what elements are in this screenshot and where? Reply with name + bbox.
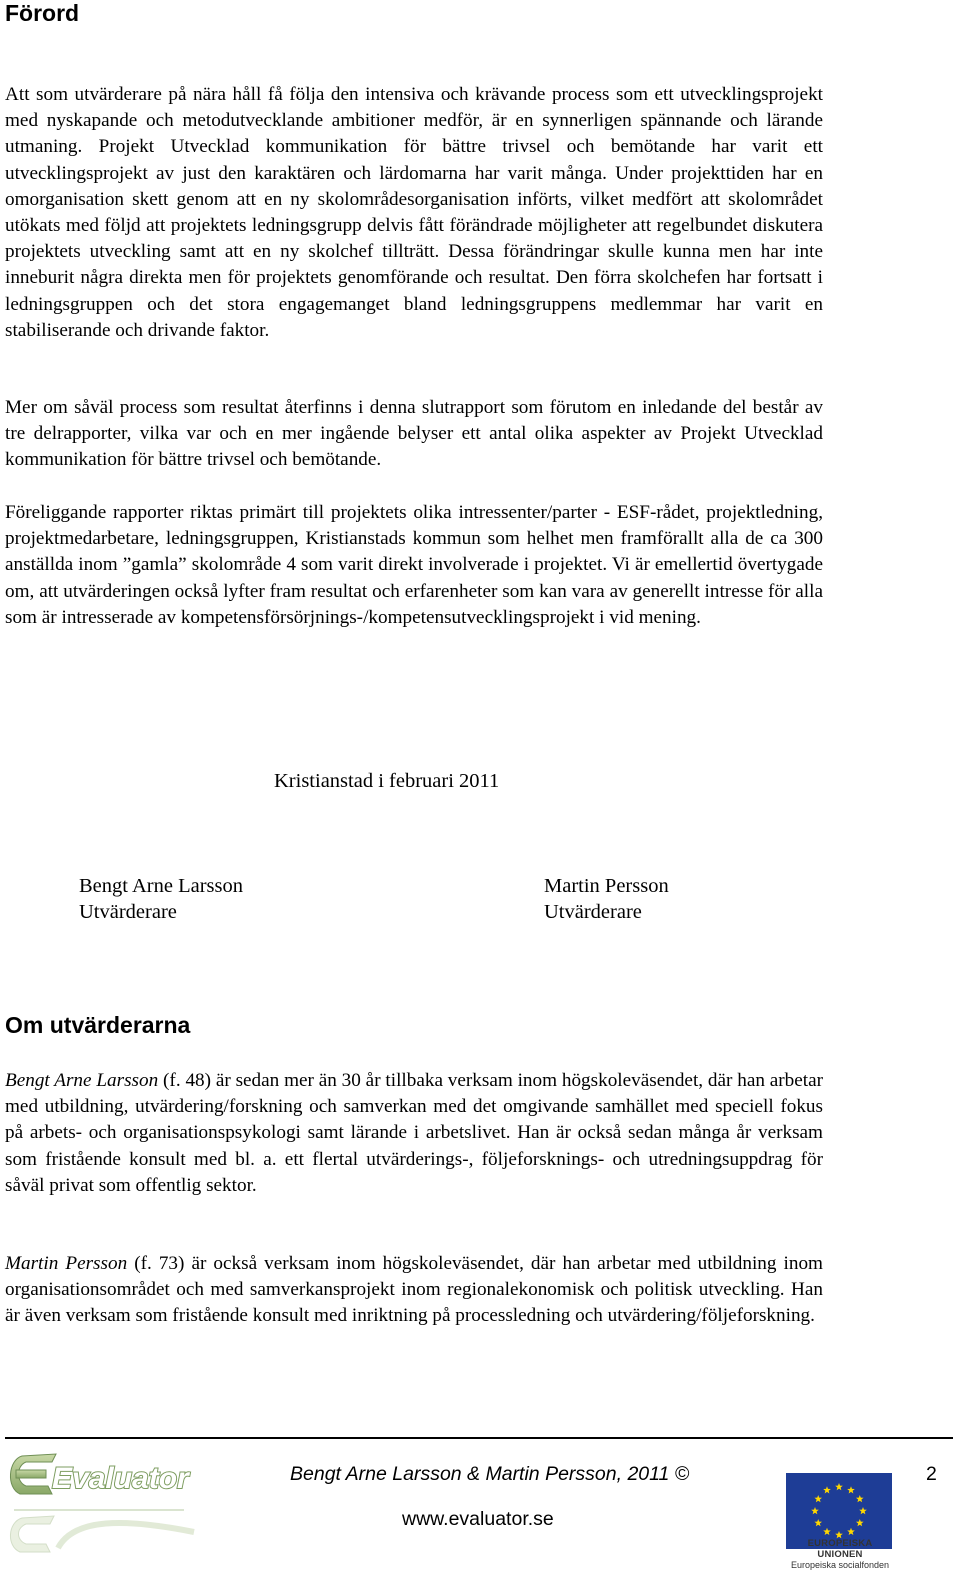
footer-divider: [5, 1437, 953, 1439]
foreword-paragraph-1: Att som utvärderare på nära håll få följa den intensiva och krävande process som ett utvecklingsprojekt med nyskapande och metodutvecklande ambitioner medför, är en synnerligen spännande och lärande utmaning. Projekt Utvecklad kommunikation för bättre trivsel och bemötande har varit ett utvecklingsprojekt av just den karaktären och lärdomarna har varit många. Under projekttiden har en omorganisation skett genom att en ny skolområdesorganisation införts, vilket medfört att skolområdet utökats med följd att projektets ledningsgrupp delvis fått förändrade möjligheter att regelbundet diskutera projektets utveckling samt att en ny skolchef tillträtt. Dessa förändringar skulle kunna men har inte inneburit några direkta men för projektets genomförande och resultat. Den förra skolchefen har fortsatt i ledningsgruppen och det stora engagemanget bland ledningsgruppens medlemmar har varit en stabiliserande och drivande faktor.: [5, 84, 823, 341]
signatory-role: Utvärderare: [79, 901, 177, 923]
about-heading: Om utvärderarna: [5, 1012, 191, 1038]
footer-credit: [290, 1461, 689, 1487]
signature-block-2: [544, 873, 669, 925]
credit-text: Bengt Arne Larsson & Martin Persson, 2011: [290, 1463, 670, 1485]
bio-name: Martin Persson: [5, 1253, 128, 1274]
foreword-paragraph-3: Föreliggande rapporter riktas primärt till projektets olika intressenter/parter - ESF-rådet, projektledning, projektmedarbetare, ledningsgruppen, Kristianstads kommun som helhet men framförallt alla de ca 300 anställda inom ”gamla” skolområde 4 som varit direkt involverade i projektet. Vi är emellertid övertygade om, att utvärderingen också lyfter fram resultat och erfarenheter som kan vara av generellt intresse för alla som är intresserade av kompetensförsörjnings-/kompetensutvecklingsprojekt i vid mening.: [5, 502, 823, 628]
footer-website[interactable]: www.evaluator.se: [402, 1508, 554, 1530]
signature-block-1: [79, 873, 243, 925]
eu-caption-subtitle: Europeiska socialfonden: [790, 1560, 890, 1570]
bio-paragraph-2: [5, 1251, 823, 1330]
bio-paragraph-1: [5, 1068, 823, 1199]
signatory-name: Bengt Arne Larsson: [79, 875, 243, 897]
foreword-heading: Förord: [5, 0, 80, 26]
logo-wordmark: Evaluator: [52, 1462, 189, 1495]
copyright-icon: ©: [674, 1463, 690, 1485]
bio-name: Bengt Arne Larsson: [5, 1070, 159, 1091]
signatory-role: Utvärderare: [544, 901, 642, 923]
bio-text: (f. 73) är också verksam inom högskoleväsendet, där han arbetar med utbildning inom organisationsområdet och med samverkansprojekt inom regionalekonomisk och politisk utveckling. Han är även verksam som fristående konsult med inriktning på processledning och utvärdering/följeforskning.: [5, 1253, 823, 1327]
eu-caption-title: EUROPEISKA UNIONEN: [807, 1538, 873, 1560]
page-number: 2: [926, 1463, 937, 1485]
place-date: Kristianstad i februari 2011: [274, 770, 500, 792]
bio-text: (f. 48) är sedan mer än 30 år tillbaka verksam inom högskoleväsendet, där han arbetar med utbildning, utvärdering/forskning och samverkan med det omgivande samhället med speciell fokus på arbets- och organisationspsykologi samt lärande i arbetslivet. Han är också sedan många år verksam som fristående konsult med bl. a. ett flertal utvärderings-, följeforsknings- och utredningsuppdrag för såväl privat som offentlig sektor.: [5, 1070, 824, 1196]
evaluator-logo: [4, 1448, 210, 1558]
signatory-name: Martin Persson: [544, 875, 669, 897]
eu-caption: [786, 1538, 894, 1571]
foreword-paragraph-2: Mer om såväl process som resultat återfinns i denna slutrapport som förutom en inledande del består av tre delrapporter, vilka var och en mer ingående belyser ett antal olika aspekter av Projekt Utvecklad kommunikation för bättre trivsel och bemötande.: [5, 397, 823, 471]
